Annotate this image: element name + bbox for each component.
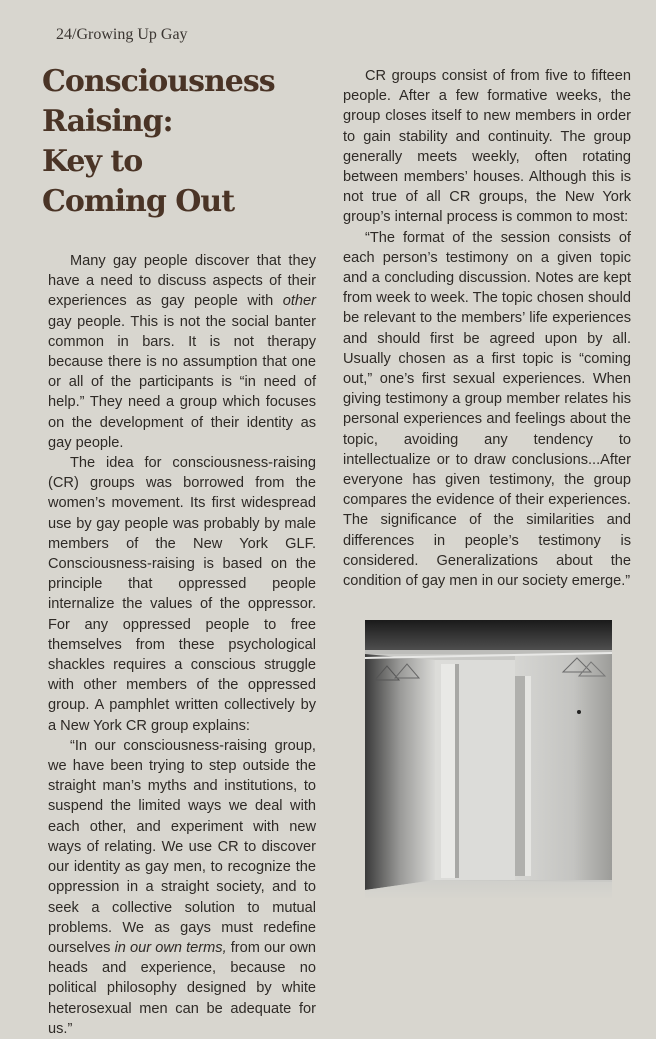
- closet-photo-image: [365, 620, 612, 900]
- left-paragraph-1: [48, 251, 316, 453]
- right-paragraph-1: CR groups consist of from five to fifteen people. After a few formative weeks, the group closes itself to new members in order to gain stability and continuity. The group generally meets weekly, often rotating between members’ houses. Although this is not true of all CR groups, the New York group’s internal process is common to most:: [343, 68, 631, 226]
- left-paragraph-3: [48, 736, 316, 1039]
- left-paragraph-2: The idea for consciousness-raising (CR) groups was borrowed from the women’s movement. Its first widespread use by gay people was probably by male members of the New York GLF. Consciousness-raising is based on the principle that oppressed people internalize the values of the oppressor. For any oppressed people to free themselves from these psychological shackles requires a conscious struggle with other members of the oppressed group. A pamphlet written collectively by a New York CR group explains:: [48, 455, 316, 734]
- text-run: gay people. This is not the social banter common in bars. It is not therapy because there is no assumption that one or all of the participants is “in need of help.” They need a group which focuses on the development of their identity as gay people.: [48, 313, 316, 451]
- emphasis-text: other: [282, 293, 316, 310]
- title-line-1: Consciousness: [42, 64, 275, 99]
- chapter-title: [42, 62, 322, 222]
- title-line-2: Raising:: [42, 104, 173, 139]
- text-run: Many gay people discover that they have a need to discuss aspects of their experiences as gay people with: [48, 253, 316, 310]
- text-run: from our own heads and experience, because no political philosophy designed by white heterosexual men can be adequate for us.”: [48, 939, 316, 1037]
- right-column: [343, 66, 631, 591]
- emphasis-text: in our own terms,: [114, 939, 227, 956]
- running-head: 24/Growing Up Gay: [56, 26, 188, 43]
- closet-photo: [365, 620, 612, 900]
- title-line-3: Key to: [42, 144, 143, 179]
- left-column: [48, 251, 316, 1039]
- text-run: “In our consciousness-raising group, we have been trying to step outside the straight man’s myths and institutions, to suspend the limited ways we deal with each other, and experiment with new ways of relating. We use CR to discover our identity as gay men, to recognize the oppression in a straight society, and to seek a collective solution to mutual problems. We as gays must redefine ourselves: [48, 737, 316, 956]
- right-paragraph-2: “The format of the session consists of each person’s testimony on a given topic and a concluding discussion. Notes are kept from week to week. The topic chosen should be relevant to the members’ life experiences and should first be agreed upon by all. Usually chosen as a first topic is “coming out,” one’s first sexual experiences. When giving testimony a group member relates his personal experiences and feelings about the topic, avoiding any tendency to intellectualize or to draw conclusions...After everyone has given testimony, the group compares the evidence of their experiences. The significance of the similarities and differences in people’s testimony is considered. Generalizations about the condition of gay men in our society emerge.”: [343, 229, 631, 590]
- title-line-4: Coming Out: [42, 184, 235, 219]
